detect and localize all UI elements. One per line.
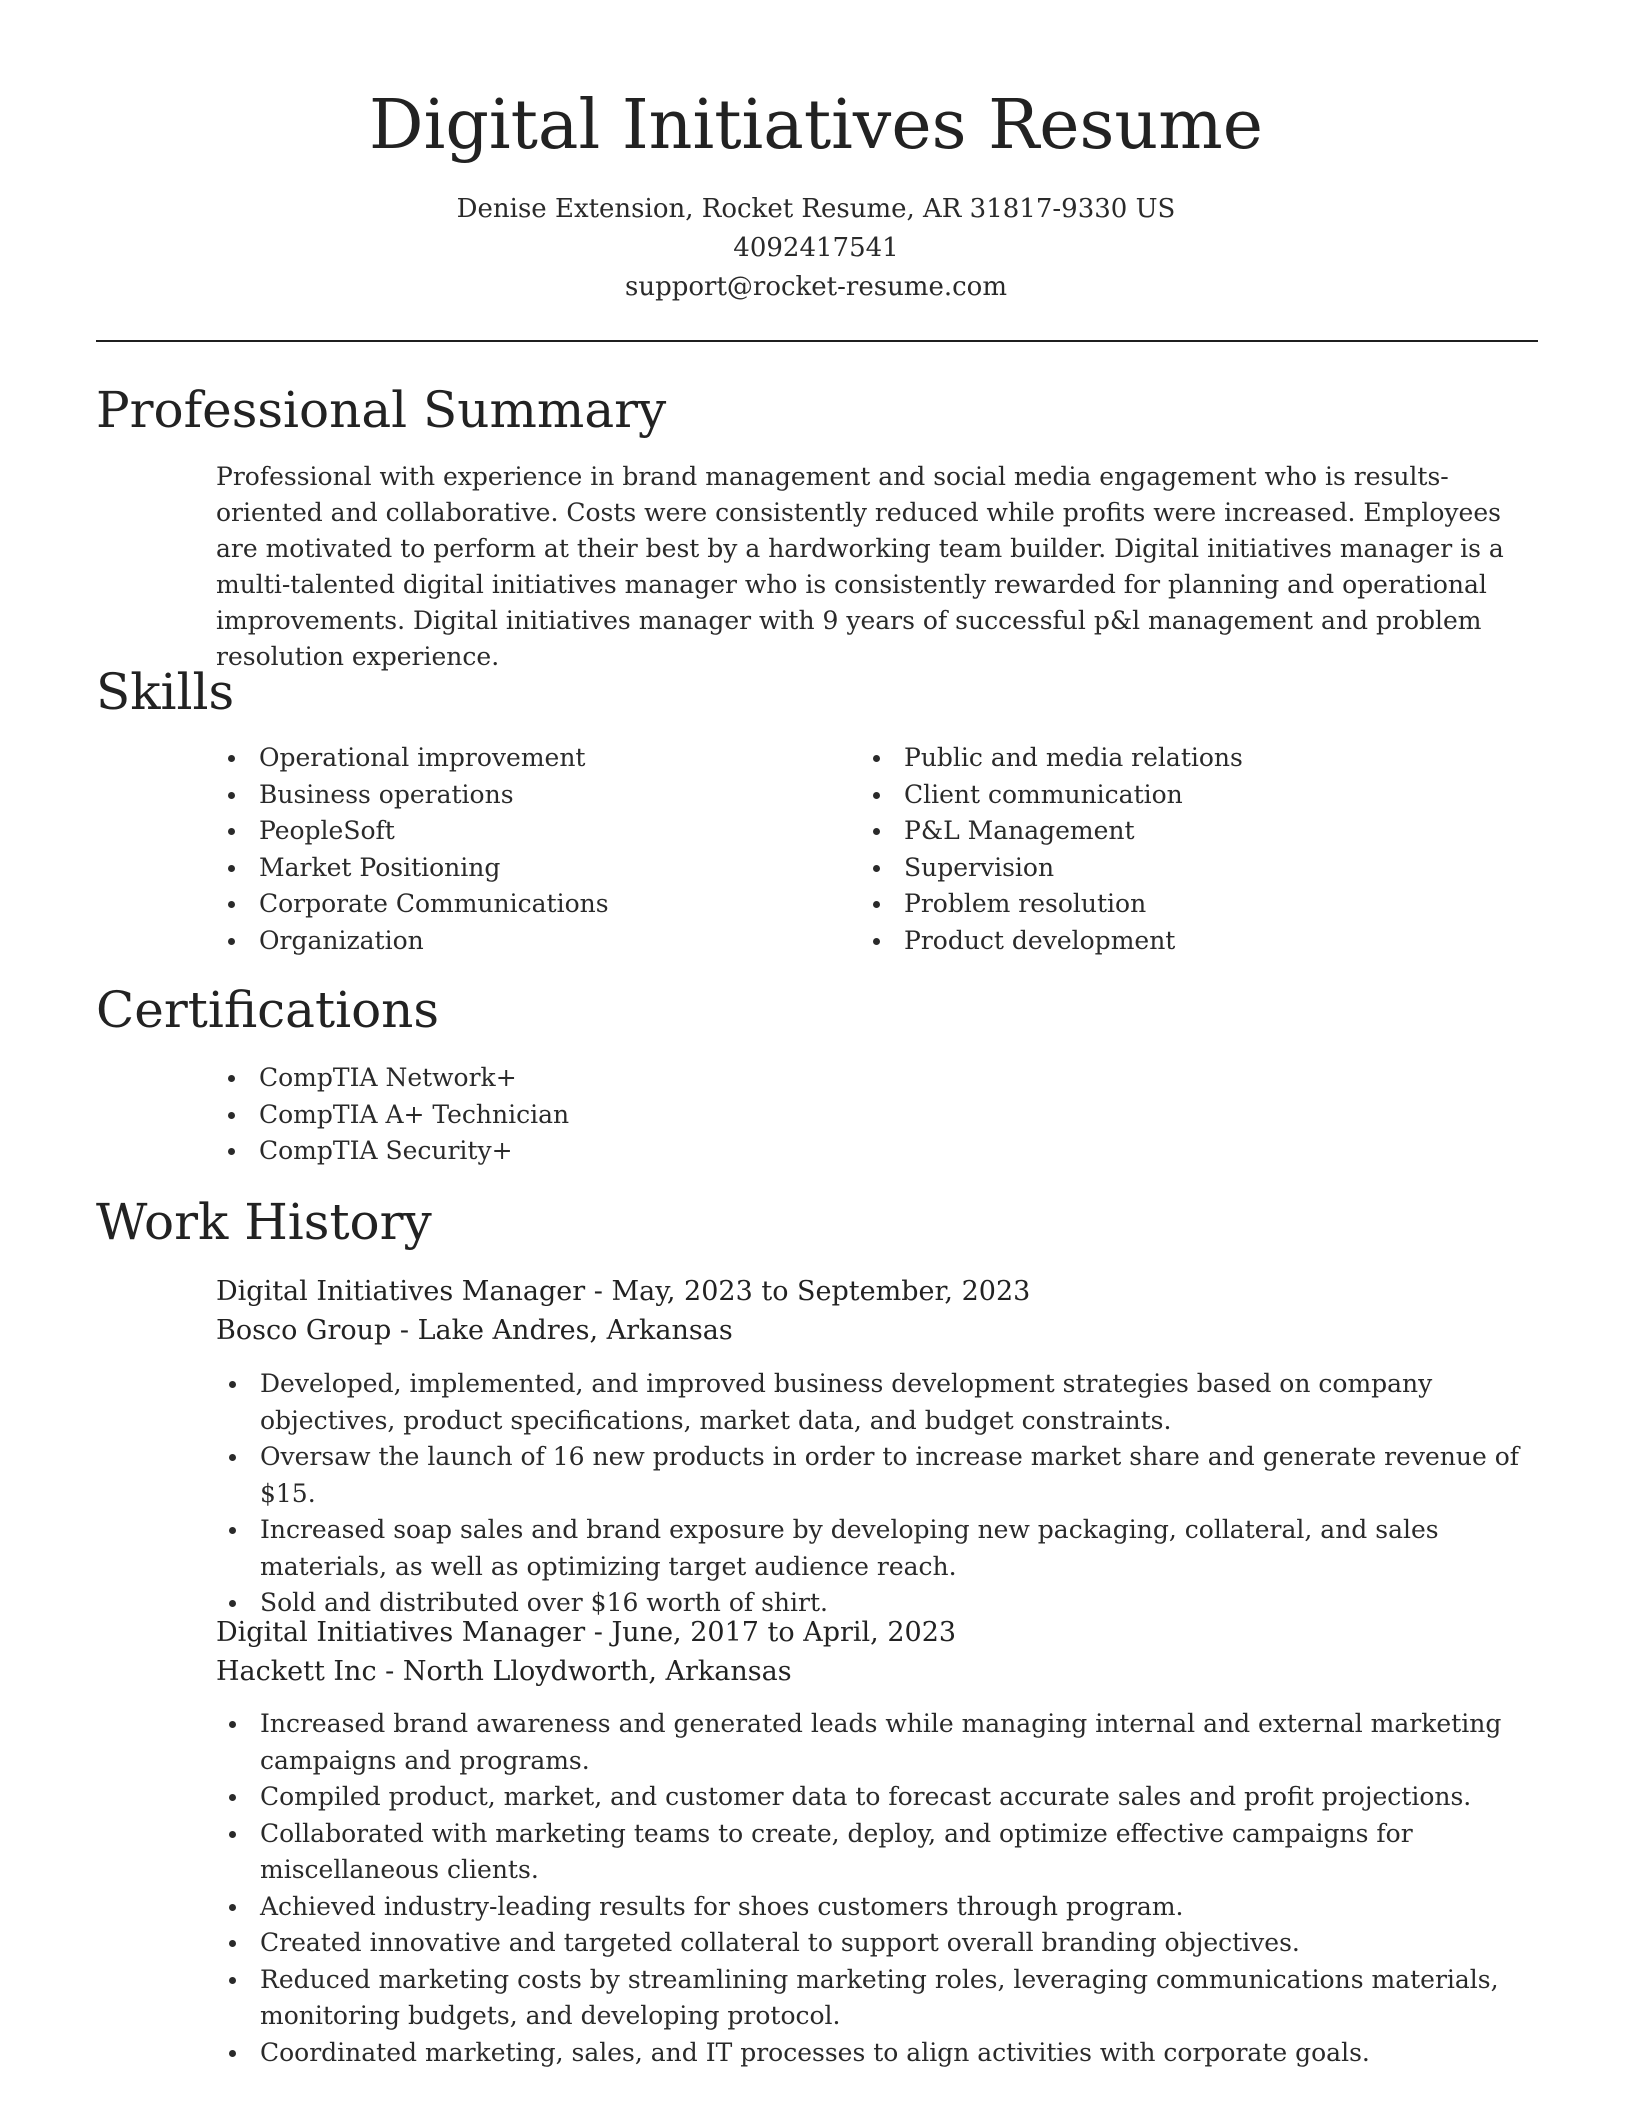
- contact-block: [0, 190, 1632, 307]
- contact-address: Denise Extension, Rocket Resume, AR 31817-9330 US: [456, 194, 1176, 224]
- job-bullet: Sold and distributed over $16 worth of shirt.: [216, 1585, 1546, 1622]
- skills-heading: Skills: [96, 663, 235, 721]
- job-bullet: Increased soap sales and brand exposure by developing new packaging, collateral, and sales materials, as well as optimizing target audience reach.: [216, 1512, 1546, 1585]
- job-title-line: Digital Initiatives Manager - June, 2017 to April, 2023: [216, 1617, 957, 1648]
- skill-item: P&L Management: [860, 813, 1480, 850]
- certification-item: CompTIA Security+: [215, 1133, 835, 1170]
- job-company-line: Hackett Inc - North Lloydworth, Arkansas: [216, 1656, 792, 1687]
- work-history-heading: Work History: [96, 1193, 432, 1251]
- job-bullet: Reduced marketing costs by streamlining marketing roles, leveraging communications materials, monitoring budgets, and developing protocol.: [216, 1962, 1546, 2035]
- skill-item: Operational improvement: [215, 740, 835, 777]
- skill-item: Business operations: [215, 777, 835, 814]
- job-bullet: Developed, implemented, and improved business development strategies based on company objectives, product specifications, market data, and budget constraints.: [216, 1366, 1546, 1439]
- skill-item: Problem resolution: [860, 886, 1480, 923]
- header-divider: [96, 340, 1538, 342]
- summary-text: Professional with experience in brand management and social media engagement who is results-oriented and collaborative. Costs were consistently reduced while profits were increased. Employees are motivated to perform at their best by a hardworking team builder. Digital initiatives manager is a multi-talented digital initiatives manager who is consistently rewarded for planning and operational improvements. Digital initiatives manager with 9 years of successful p&l management and problem resolution experience.: [216, 462, 1504, 671]
- contact-email: support@rocket-resume.com: [624, 272, 1007, 302]
- job-bullet: Achieved industry-leading results for shoes customers through program.: [216, 1889, 1546, 1926]
- skill-item: Market Positioning: [215, 850, 835, 887]
- job-bullet: Oversaw the launch of 16 new products in order to increase market share and generate revenue of $15.: [216, 1439, 1546, 1512]
- contact-phone: 4092417541: [733, 233, 899, 263]
- job-bullet: Compiled product, market, and customer data to forecast accurate sales and profit projections.: [216, 1779, 1546, 1816]
- skills-list-left: [215, 740, 835, 959]
- certification-item: CompTIA A+ Technician: [215, 1097, 835, 1134]
- job-bullet: Increased brand awareness and generated leads while managing internal and external marketing campaigns and programs.: [216, 1706, 1546, 1779]
- certifications-list: [215, 1060, 835, 1170]
- certifications-heading: Certifications: [96, 981, 440, 1039]
- job-bullets: [216, 1366, 1546, 1622]
- resume-title: Digital Initiatives Resume: [369, 86, 1263, 165]
- skill-item: Supervision: [860, 850, 1480, 887]
- skill-item: Product development: [860, 923, 1480, 960]
- skill-item: Public and media relations: [860, 740, 1480, 777]
- certification-item: CompTIA Network+: [215, 1060, 835, 1097]
- summary-heading: Professional Summary: [96, 381, 667, 439]
- skill-item: Client communication: [860, 777, 1480, 814]
- job-bullets: [216, 1706, 1546, 2071]
- skill-item: Organization: [215, 923, 835, 960]
- skill-item: Corporate Communications: [215, 886, 835, 923]
- job-company-line: Bosco Group - Lake Andres, Arkansas: [216, 1315, 733, 1346]
- job-bullet: Coordinated marketing, sales, and IT processes to align activities with corporate goals.: [216, 2035, 1546, 2072]
- job-title-line: Digital Initiatives Manager - May, 2023 to September, 2023: [216, 1276, 1031, 1307]
- job-bullet: Collaborated with marketing teams to create, deploy, and optimize effective campaigns for miscellaneous clients.: [216, 1816, 1546, 1889]
- skill-item: PeopleSoft: [215, 813, 835, 850]
- skills-list-right: [860, 740, 1480, 959]
- job-bullet: Created innovative and targeted collateral to support overall branding objectives.: [216, 1925, 1546, 1962]
